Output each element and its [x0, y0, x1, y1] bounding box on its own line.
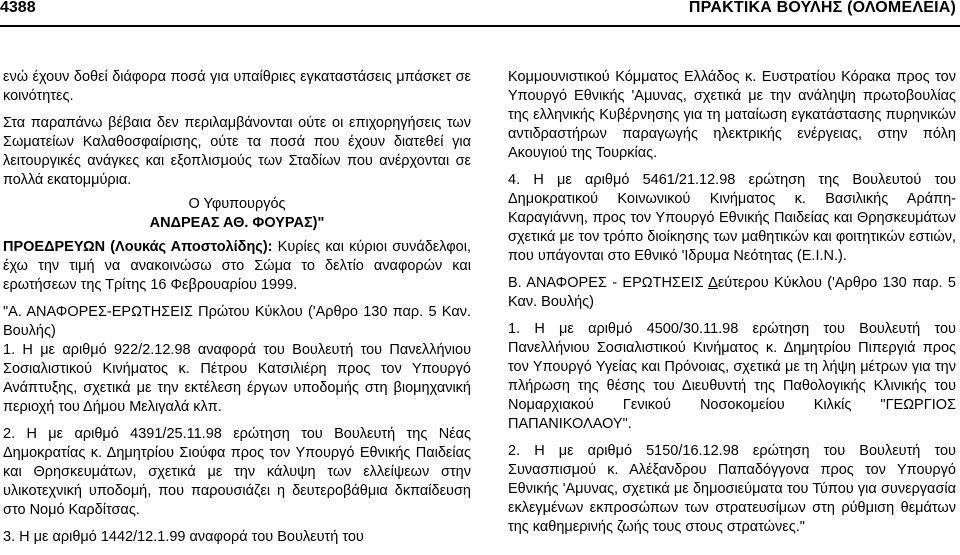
left-paragraph-3	[3, 238, 471, 295]
right-paragraph-3	[508, 274, 956, 312]
left-paragraph-7: 3. Η με αριθμό 1442/12.1.99 αναφορά του Βουλευτή του	[3, 529, 364, 545]
section-b-underlined: Δ	[708, 275, 718, 291]
left-column	[3, 68, 471, 555]
right-column	[508, 68, 956, 545]
header-rule	[0, 25, 960, 27]
right-paragraph-2: 4. Η με αριθμό 5461/21.12.98 ερώτηση της Βουλευτού του Δημοκρατικού Κοινωνικού Κινήματος κ. Βασιλικής Αράπη-Καραγιάννη, προς τον Υπουργό Εθνικής Παιδείας και Θρησκευμάτων σχετικά με τον τρόπο διοίκησης των μαθητικών και φοιτητικών εστιών, που υπάγονται στο Εθνικό 'Ιδρυμα Νεότητας (Ε.Ι.Ν.).	[508, 172, 956, 264]
speaker-name: ΠΡΟΕΔΡΕΥΩΝ (Λουκάς Αποστολίδης):	[3, 239, 273, 255]
left-paragraph-2: Στα παραπάνω βέβαια δεν περιλαμβάνονται ούτε οι επιχορηγήσεις των Σωματείων Καλαθοσφαίρισης, ούτε τα ποσά που έχουν διατεθεί για λειτουργικές ανάγκες και εξοπλισμούς των Σταδίων που ανέρχονται σε πολλά εκατομμύρια.	[3, 115, 471, 188]
signature-title: Ο Υφυπουργός	[188, 196, 286, 212]
running-title: ΠΡΑΚΤΙΚΑ ΒΟΥΛΗΣ (ΟΛΟΜΕΛΕΙΑ)	[688, 0, 956, 16]
left-paragraph-1: ενώ έχουν δοθεί διάφορα ποσά για υπαίθριες εγκαταστάσεις μπάσκετ σε κοινότητες.	[3, 69, 471, 104]
right-paragraph-1: Κομμουνιστικού Κόμματος Ελλάδος κ. Ευστρατίου Κόρακα προς τον Υπουργό Εθνικής 'Αμυνας, σχετικά με την ανάληψη πρωτοβουλίας της ελληνικής Κυβέρνησης για τη ματαίωση εγκατάστασης πυρηνικών αντιδραστήρων παραγωγής ηλεκτρικής ενέργειας, στην πόλη Ακουγιού της Τουρκίας.	[508, 69, 956, 161]
signature-name: ΑΝΔΡΕΑΣ ΑΘ. ΦΟΥΡΑΣ)"	[149, 215, 325, 231]
left-paragraph-4: "Α. ΑΝΑΦΟΡΕΣ-ΕΡΩΤΗΣΕΙΣ Πρώτου Κύκλου ('Αρθρο 130 παρ. 5 Καν. Βουλής)	[3, 304, 471, 339]
right-paragraph-5: 2. Η με αριθμό 5150/16.12.98 ερώτηση του Βουλευτή του Συνασπισμού κ. Αλέξανδρου Παπαδόγγονα προς τον Υπουργό Εθνικής 'Αμυνας, σχετικά με δημοσιεύματα του Τύπου για συνεργασία εκλεγμένων εκπροσώπων των στρατευσίμων στη ρύθμιση θεμάτων της καθημερινής ζωής τους στους στρατώνες."	[508, 443, 956, 535]
left-paragraph-6: 2. Η με αριθμό 4391/25.11.98 ερώτηση του Βουλευτή της Νέας Δημοκρατίας κ. Δημητρίου Σιούφα προς τον Υπουργό Εθνικής Παιδείας και Θρησκευμάτων, σχετικά με την κάλυψη των ελλείψεων στην υλικοτεχνική υποδομή, που παρουσιάζει η δευτεροβάθμια δκπαίδευση στο Νομό Καρδίτσας.	[3, 426, 471, 518]
page-number: 4388	[0, 0, 36, 16]
section-b-heading-rest: εύτερου Κύκλου ('Αρθρο 130 παρ. 5 Καν. Βουλής)	[508, 275, 956, 310]
left-paragraph-5: 1. Η με αριθμό 922/2.12.98 αναφορά του Βουλευτή του Πανελλήνιου Σοσιαλιστικού Κινήματος κ. Πέτρου Κατσιλιέρη προς τον Υπουργό Ανάπτυξης, σχετικά με την εκτέλεση έργων υποδομής στη βιομηχανική περιοχή του Δήμου Μελιγαλά κλπ.	[3, 342, 471, 415]
speaker-text: Κυρίες και κύριοι συνάδελφοι, έχω την τιμή να ανακοινώσω στο Σώμα το δελτίο αναφορών και ερωτήσεων της Τρίτης 16 Φεβρουαρίου 1999.	[3, 239, 471, 293]
right-paragraph-4: 1. Η με αριθμό 4500/30.11.98 ερώτηση του Βουλευτή του Πανελλήνιου Σοσιαλιστικού Κινήματος κ. Δημητρίου Πιπεργιά προς τον Υπουργό Υγείας και Πρόνοιας, σχετικά με τη λήψη μέτρων για την πλήρωση της θέσης του Διευθυντή της Παθολογικής Κλινικής του Νομαρχιακού Γενικού Νοσοκομείου Κιλκίς "ΓΕΩΡΓΙΟΣ ΠΑΠΑΝΙΚΟΛΑΟΥ".	[508, 321, 956, 432]
section-b-heading: Β. ΑΝΑΦΟΡΕΣ - ΕΡΩΤΗΣΕΙΣ	[508, 275, 709, 291]
